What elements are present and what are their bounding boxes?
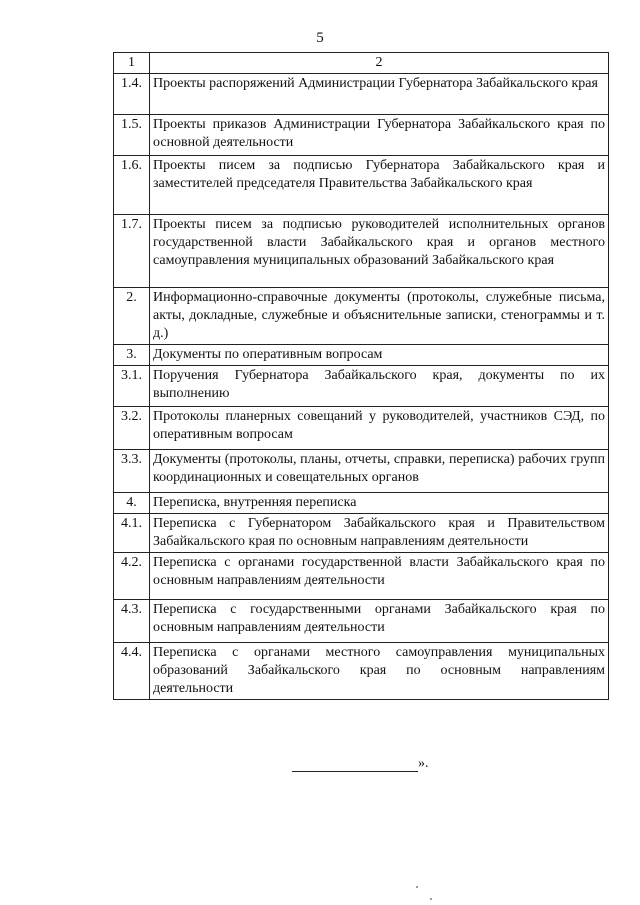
- closing-mark: [292, 756, 429, 772]
- row-text: Поручения Губернатора Забайкальского края, документы по их выполнению: [150, 366, 609, 407]
- table-row: [114, 115, 609, 156]
- table-row: [114, 345, 609, 366]
- table-row: [114, 156, 609, 215]
- row-number: 2.: [114, 288, 150, 345]
- row-number: 1.4.: [114, 74, 150, 115]
- row-text: Документы (протоколы, планы, отчеты, справки, переписка) рабочих групп координационных и совещательных органов: [150, 450, 609, 493]
- row-number: 3.3.: [114, 450, 150, 493]
- row-text: Проекты приказов Администрации Губернатора Забайкальского края по основной деятельности: [150, 115, 609, 156]
- closing-quote: ».: [418, 756, 429, 771]
- row-text: Переписка с органами местного самоуправления муниципальных образований Забайкальского края по основным направлениям деятельности: [150, 643, 609, 700]
- row-text: Документы по оперативным вопросам: [150, 345, 609, 366]
- document-table: [113, 52, 609, 700]
- row-text: Переписка с Губернатором Забайкальского края и Правительством Забайкальского края по основным направлениям деятельности: [150, 514, 609, 553]
- row-text: Проекты писем за подписью руководителей исполнительных органов государственной власти Забайкальского края и органов местного самоуправления муниципальных образований Забайкальского края: [150, 215, 609, 288]
- table-row: [114, 366, 609, 407]
- scan-speck: [416, 886, 418, 888]
- table-row: [114, 288, 609, 345]
- row-number: 1.5.: [114, 115, 150, 156]
- table-row: [114, 407, 609, 450]
- table-row: [114, 600, 609, 643]
- table-row: [114, 493, 609, 514]
- table-header-row: [114, 53, 609, 74]
- row-text: Проекты писем за подписью Губернатора Забайкальского края и заместителей председателя Правительства Забайкальского края: [150, 156, 609, 215]
- table-row: [114, 74, 609, 115]
- row-text: Переписка с государственными органами Забайкальского края по основным направлениям деятельности: [150, 600, 609, 643]
- row-number: 4.1.: [114, 514, 150, 553]
- row-text: Проекты распоряжений Администрации Губернатора Забайкальского края: [150, 74, 609, 115]
- row-number: 3.1.: [114, 366, 150, 407]
- row-number: 4.: [114, 493, 150, 514]
- page-number: 5: [316, 30, 324, 46]
- row-number: 4.4.: [114, 643, 150, 700]
- row-text: Переписка с органами государственной власти Забайкальского края по основным направлениям деятельности: [150, 553, 609, 600]
- row-number: 4.3.: [114, 600, 150, 643]
- scan-speck: [430, 898, 432, 900]
- row-text: Переписка, внутренняя переписка: [150, 493, 609, 514]
- table-row: [114, 643, 609, 700]
- header-col-1: 1: [114, 53, 150, 74]
- row-number: 1.7.: [114, 215, 150, 288]
- row-number: 4.2.: [114, 553, 150, 600]
- blank-underline: [292, 757, 418, 772]
- table-row: [114, 215, 609, 288]
- table-row: [114, 553, 609, 600]
- header-col-2: 2: [150, 53, 609, 74]
- row-number: 3.2.: [114, 407, 150, 450]
- table-row: [114, 450, 609, 493]
- table-row: [114, 514, 609, 553]
- row-number: 1.6.: [114, 156, 150, 215]
- row-text: Информационно-справочные документы (протоколы, служебные письма, акты, докладные, служебные и объяснительные записки, стенограммы и т. д.): [150, 288, 609, 345]
- row-number: 3.: [114, 345, 150, 366]
- row-text: Протоколы планерных совещаний у руководителей, участников СЭД, по оперативным вопросам: [150, 407, 609, 450]
